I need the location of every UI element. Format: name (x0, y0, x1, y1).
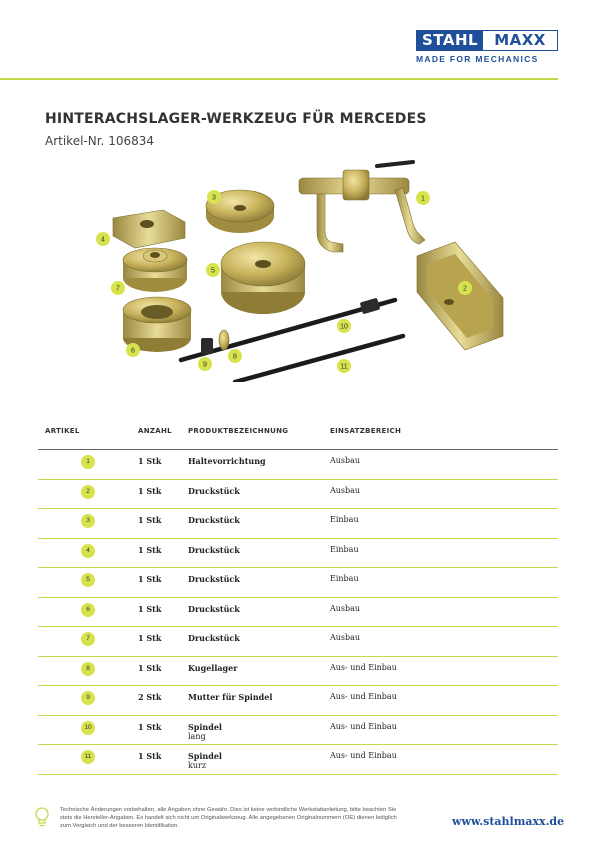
product-name: Druckstück (188, 633, 240, 643)
lightbulb-icon (34, 807, 50, 829)
cell-einsatzbereich: Aus- und Einbau (330, 751, 397, 760)
table-row (38, 450, 558, 480)
svg-text:6: 6 (131, 347, 135, 355)
table-header (38, 420, 558, 450)
article-badge: 9 (81, 691, 95, 705)
cell-produktbezeichnung (188, 568, 330, 597)
cell-artikel (38, 627, 138, 656)
header-divider (0, 78, 558, 80)
cell-artikel (38, 657, 138, 686)
article-badge: 2 (81, 485, 95, 499)
product-name: Druckstück (188, 544, 240, 555)
table-row (38, 686, 558, 716)
cell-anzahl: 1 Stk (138, 751, 162, 761)
callout-5 (206, 263, 220, 277)
article-badge: 4 (81, 544, 95, 558)
cell-einsatzbereich: Ausbau (330, 633, 361, 642)
cell-anzahl: 1 Stk (138, 662, 162, 673)
callout-10 (337, 319, 351, 333)
cell-anzahl: 2 Stk (138, 692, 162, 702)
cell-anzahl: 1 Stk (138, 721, 162, 732)
svg-text:5: 5 (211, 267, 215, 275)
footer-disclaimer: Technische Änderungen vorbehalten, alle Angaben ohne Gewähr. Dies ist keine verbindliche Werkstattanleitung, bitte beachten Sie stets die Hersteller-Angaben. Es handelt sich nicht um Originalwerkzeug. Alle angegebenen Originalnummern (OE) dienen lediglich zum Vergleich und der besseren Identifikation. (60, 807, 397, 829)
cell-einsatzbereich: Aus- und Einbau (330, 662, 397, 672)
product-name: Druckstück (188, 603, 240, 614)
callout-6 (126, 343, 140, 357)
article-badge: 6 (81, 603, 95, 617)
parts-table (38, 420, 558, 775)
table-row (38, 627, 558, 657)
cell-einsatzbereich: Aus- und Einbau (330, 721, 397, 731)
cell-produktbezeichnung (188, 480, 330, 509)
part-7-shape (123, 248, 187, 292)
page-title: HINTERACHSLAGER-WERKZEUG FÜR MERCEDES (45, 111, 427, 127)
logo-box (416, 30, 558, 51)
cell-anzahl: 1 Stk (138, 515, 162, 525)
part-4-shape (113, 210, 185, 248)
product-name: Mutter für Spindel (188, 692, 273, 702)
article-badge: 11 (81, 750, 95, 764)
cell-einsatzbereich: Ausbau (330, 456, 361, 465)
cell-anzahl: 1 Stk (138, 603, 162, 614)
cell-anzahl: 1 Stk (138, 574, 162, 584)
table-row (38, 598, 558, 628)
svg-text:10: 10 (340, 323, 348, 331)
article-badge: 5 (81, 573, 95, 587)
article-badge: 1 (81, 455, 95, 469)
cell-produktbezeichnung (188, 598, 330, 627)
part-1-shape (299, 162, 425, 252)
svg-text:7: 7 (116, 285, 120, 293)
table-row (38, 480, 558, 510)
cell-anzahl: 1 Stk (138, 633, 162, 643)
product-name: Druckstück (188, 515, 240, 525)
article-badge: 7 (81, 632, 95, 646)
callout-1 (416, 191, 430, 205)
table-row (38, 539, 558, 569)
table-row (38, 657, 558, 687)
cell-produktbezeichnung (188, 686, 330, 715)
product-name: Kugellager (188, 662, 238, 673)
product-name: Haltevorrichtung (188, 456, 266, 466)
cell-produktbezeichnung (188, 450, 330, 479)
logo-part-b: MAXX (494, 31, 546, 49)
header-artikel: ARTIKEL (45, 427, 80, 435)
cell-einsatzbereich: Ausbau (330, 603, 361, 613)
product-name: Spindel (188, 751, 222, 761)
cell-anzahl: 1 Stk (138, 485, 162, 496)
cell-anzahl: 1 Stk (138, 456, 162, 466)
callout-11 (337, 359, 351, 373)
table-body (38, 450, 558, 775)
cell-produktbezeichnung (188, 716, 330, 745)
product-name: Spindel (188, 721, 222, 732)
cell-artikel (38, 568, 138, 597)
cell-produktbezeichnung (188, 539, 330, 568)
callout-4 (96, 232, 110, 246)
product-variant: lang (188, 731, 206, 741)
part-9-shape (201, 338, 213, 354)
product-name: Druckstück (188, 574, 240, 584)
svg-text:9: 9 (203, 361, 207, 369)
article-badge: 3 (81, 514, 95, 528)
article-badge: 8 (81, 662, 95, 676)
cell-artikel (38, 686, 138, 715)
svg-text:4: 4 (101, 236, 105, 244)
callout-8 (228, 349, 242, 363)
cell-artikel (38, 539, 138, 568)
article-badge: 10 (81, 721, 95, 735)
logo-tagline: MADE FOR MECHANICS (416, 54, 539, 64)
cell-produktbezeichnung (188, 627, 330, 656)
part-5-shape (221, 242, 305, 314)
svg-text:11: 11 (340, 363, 348, 371)
cell-einsatzbereich: Ausbau (330, 485, 361, 495)
cell-produktbezeichnung (188, 509, 330, 538)
svg-text:3: 3 (212, 194, 216, 202)
callout-9 (198, 357, 212, 371)
svg-text:2: 2 (463, 285, 467, 293)
cell-produktbezeichnung (188, 745, 330, 774)
table-row (38, 745, 558, 775)
cell-anzahl: 1 Stk (138, 544, 162, 555)
svg-text:8: 8 (233, 353, 237, 361)
table-row (38, 568, 558, 598)
header-produktbezeichnung: PRODUKTBEZEICHNUNG (188, 427, 289, 435)
footer-website-link[interactable]: www.stahlmaxx.de (452, 815, 565, 828)
part-8-shape (219, 330, 229, 350)
cell-artikel (38, 480, 138, 509)
product-variant: kurz (188, 761, 207, 770)
product-image (95, 160, 515, 382)
brand-logo (416, 30, 558, 64)
cell-einsatzbereich: Einbau (330, 544, 359, 554)
article-number: Artikel-Nr. 106834 (45, 134, 154, 148)
cell-einsatzbereich: Einbau (330, 515, 359, 524)
product-name: Druckstück (188, 485, 240, 496)
cell-einsatzbereich: Einbau (330, 574, 359, 583)
cell-produktbezeichnung (188, 657, 330, 686)
cell-artikel (38, 716, 138, 745)
table-row (38, 509, 558, 539)
svg-text:1: 1 (421, 195, 425, 203)
part-11-shape (235, 336, 403, 382)
cell-artikel (38, 509, 138, 538)
cell-artikel (38, 450, 138, 479)
cell-einsatzbereich: Aus- und Einbau (330, 692, 397, 701)
header-einsatzbereich: EINSATZBEREICH (330, 427, 402, 435)
table-row (38, 716, 558, 746)
callout-2 (458, 281, 472, 295)
callout-7 (111, 281, 125, 295)
callout-3 (207, 190, 221, 204)
cell-artikel (38, 598, 138, 627)
cell-artikel (38, 745, 138, 774)
logo-part-a: STAHL (417, 31, 483, 50)
header-anzahl: ANZAHL (138, 427, 172, 435)
part-2-shape (417, 242, 503, 350)
